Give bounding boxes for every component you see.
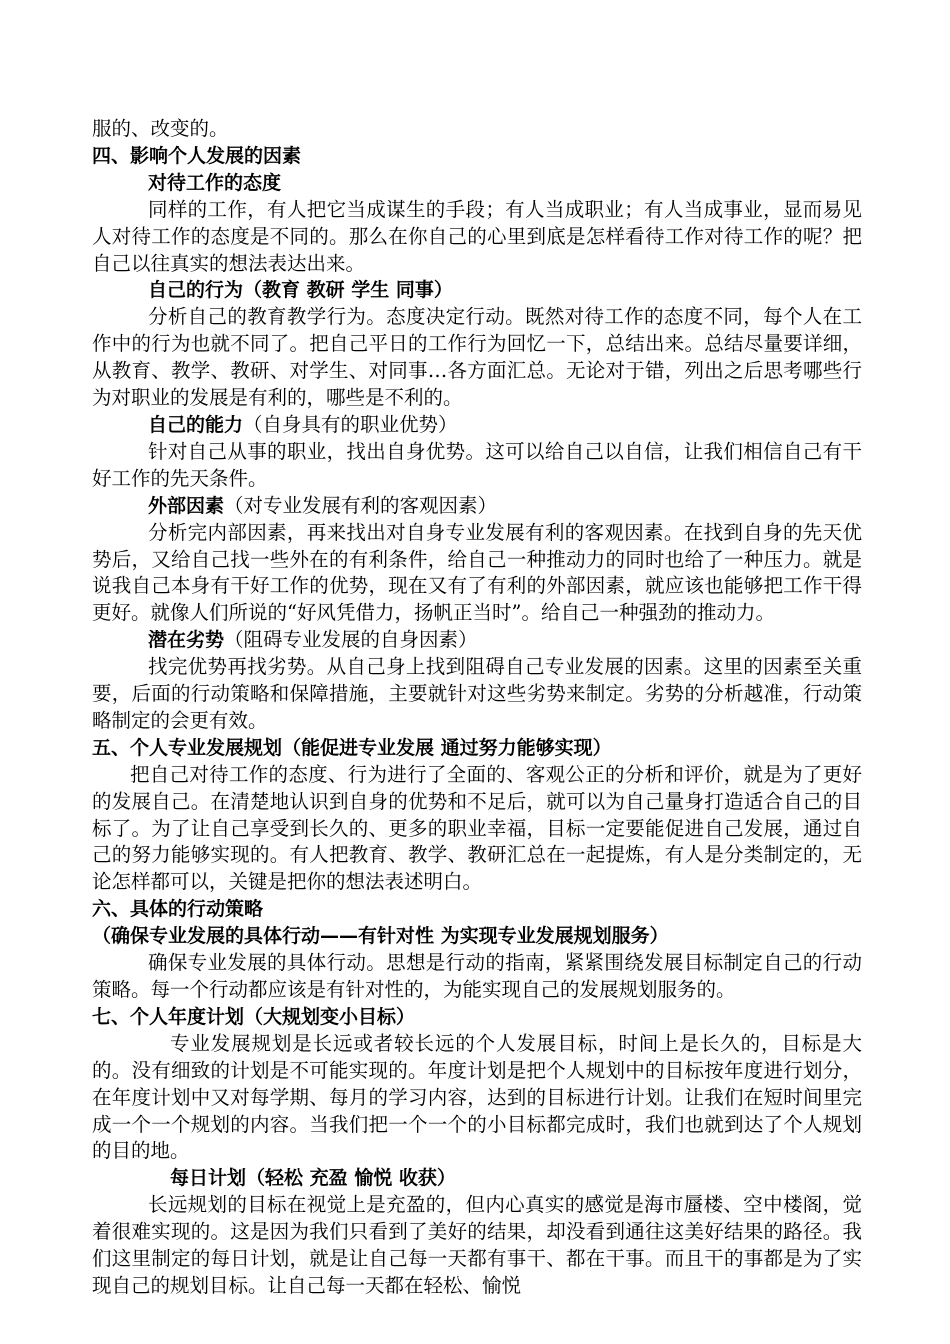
section-heading-5: 五、个人专业发展规划（能促进专业发展 通过努力能够实现）: [92, 736, 612, 759]
subheading-external-title: 外部因素: [148, 494, 225, 517]
subheading-behavior: 自己的行为（教育 教研 学生 同事）: [148, 279, 453, 302]
paragraph-weakness: 找完优势再找劣势。从自己身上找到阻碍自己专业发展的因素。这里的因素至关重要，后面的行动策略和保障措施，主要就针对这些劣势来制定。劣势的分析越准，行动策略制定的会更有效。: [92, 655, 862, 732]
subheading-ability-note: （自身具有的职业优势）: [243, 412, 458, 436]
paragraph-ability: 针对自己从事的职业，找出自身优势。这可以给自己以自信，让我们相信自己有干好工作的先天条件。: [92, 439, 862, 490]
paragraph-external: 分析完内部因素，再来找出对自身专业发展有利的客观因素。在找到自身的先天优势后，又给自己找一些外在的有利条件，给自己一种推动力的同时也给了一种压力。就是说我自己本身有干好工作的优势，现在又有了有利的外部因素，就应该也能够把工作干得更好。就像人们所说的“好风凭借力，扬帆正当时”。给自己一种强劲的推动力。: [92, 520, 862, 625]
subheading-external-note: （对专业发展有利的客观因素）: [224, 493, 498, 517]
document-page: [92, 116, 862, 1300]
section-heading-6: 六、具体的行动策略: [92, 898, 264, 921]
paragraph-attitude: 同样的工作，有人把它当成谋生的手段；有人当成职业；有人当成事业，显而易见人对待工作的态度是不同的。那么在你自己的心里到底是怎样看待工作对待工作的呢？把自己以往真实的想法表达出来。: [92, 197, 862, 275]
subheading-ability-title: 自己的能力: [148, 413, 244, 436]
subheading-external: [92, 493, 862, 520]
subheading-attitude: 对待工作的态度: [148, 171, 282, 194]
subheading-ability: [92, 412, 862, 439]
subheading-weakness-title: 潜在劣势: [148, 629, 225, 652]
section-subheading-6: （确保专业发展的具体行动——有针对性 为实现专业发展规划服务）: [92, 925, 669, 948]
section-heading-4: 四、影响个人发展的因素: [92, 144, 302, 167]
paragraph-actions: 确保专业发展的具体行动。思想是行动的指南，紧紧围绕发展目标制定自己的行动策略。每一个行动都应该是有针对性的，为能实现自己的发展规划服务的。: [92, 951, 862, 1001]
subheading-weakness-note: （阻碍专业发展的自身因素）: [224, 628, 478, 652]
paragraph-behavior: 分析自己的教育教学行为。态度决定行动。既然对待工作的态度不同，每个人在工作中的行为也就不同了。把自己平日的工作行为回忆一下，总结出来。总结尽量要详细，从教育、教学、教研、对学生、对同事…各方面汇总。无论对于错，列出之后思考哪些行为对职业的发展是有利的，哪些是不利的。: [92, 305, 862, 410]
subheading-daily: 每日计划（轻松 充盈 愉悦 收获）: [170, 1167, 456, 1190]
paragraph-plan: 把自己对待工作的态度、行为进行了全面的、客观公正的分析和评价，就是为了更好的发展自己。在清楚地认识到自身的优势和不足后，就可以为自己量身打造适合自己的目标了。为了让自己享受到长久的、更多的职业幸福，目标一定要能促进自己发展，通过自己的努力能够实现的。有人把教育、教学、教研汇总在一起提炼，有人是分类制定的，无论怎样都可以，关键是把你的想法表述明白。: [92, 762, 862, 894]
paragraph-daily: 长远规划的目标在视觉上是充盈的，但内心真实的感觉是海市蜃楼、空中楼阁，觉着很难实现的。这是因为我们只看到了美好的结果，却没看到通往这美好结果的路径。我们这里制定的每日计划，就是让自己每一天都有事干、都在干事。而且干的事都是为了实现自己的规划目标。让自己每一天都在轻松、愉悦: [92, 1193, 862, 1297]
paragraph-yearly: 专业发展规划是长远或者较长远的个人发展目标，时间上是长久的，目标是大的。没有细致的计划是不可能实现的。年度计划是把个人规划中的目标按年度进行划分，在年度计划中又对每学期、每月的学习内容，达到的目标进行计划。让我们在短时间里完成一个一个规划的内容。当我们把一个一个的小目标都完成时，我们也就到达了个人规划的目的地。: [92, 1031, 862, 1163]
subheading-weakness: [92, 627, 862, 654]
paragraph: 服的、改变的。: [92, 117, 229, 140]
section-heading-7: 七、个人年度计划（大规划变小目标）: [92, 1005, 416, 1028]
